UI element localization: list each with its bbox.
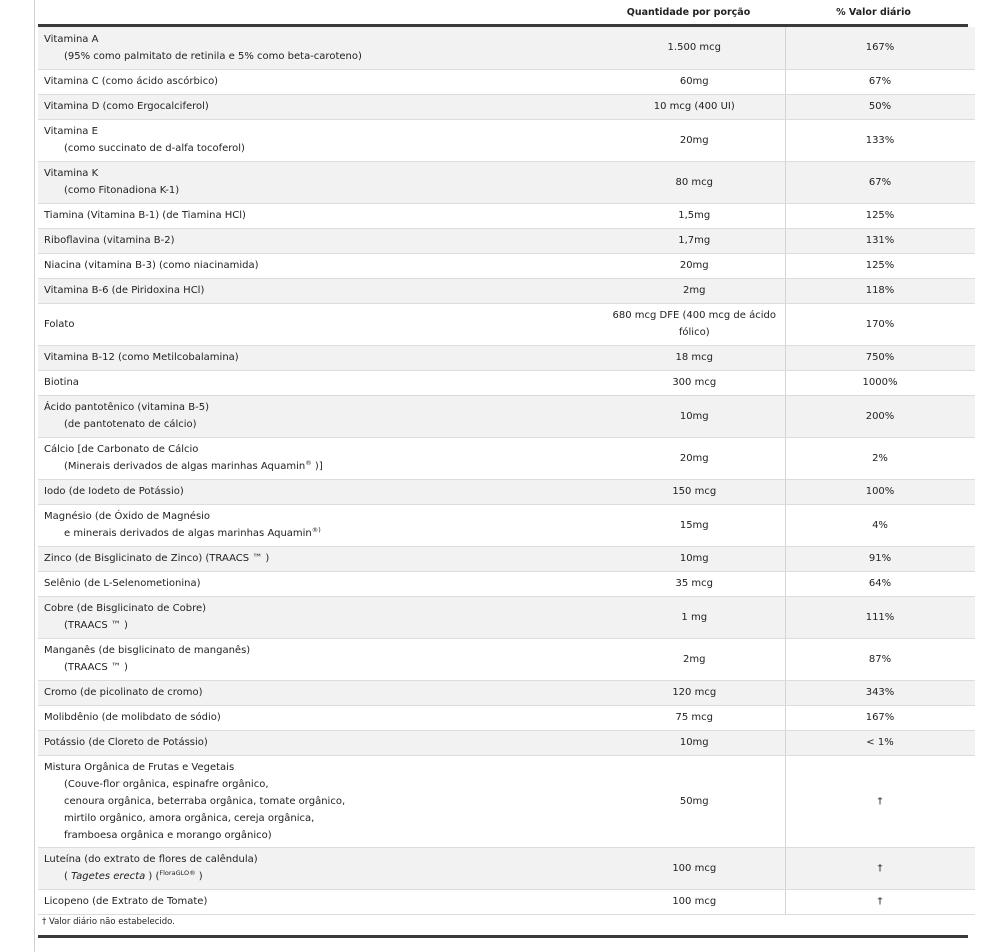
nutrient-name [38, 437, 604, 479]
quantity-cell: 1,5mg [604, 203, 785, 228]
nutrient-label: Zinco (de Bisglicinato de Zinco) (TRAACS ™ ) [44, 553, 270, 564]
nutrient-name [38, 27, 604, 69]
nutrient-detail: (de pantotenato de cálcio) [64, 419, 197, 430]
table-row [38, 638, 975, 680]
nutrient-name [38, 253, 604, 278]
daily-value-cell: 167% [785, 705, 975, 730]
trademark-mark: ®) [311, 526, 321, 534]
trademark-mark: FloraGLO® [159, 869, 196, 877]
daily-value-cell: 91% [785, 546, 975, 571]
quantity-cell: 1.500 mcg [604, 27, 785, 69]
header-daily-value: % Valor diário [836, 6, 911, 18]
table-row [38, 546, 975, 571]
nutrient-detail [44, 525, 604, 542]
nutrient-name [38, 847, 604, 889]
nutrient-name [38, 370, 604, 395]
trademark-mark: ® [305, 459, 312, 467]
daily-value-cell: 170% [785, 303, 975, 345]
nutrient-name [38, 705, 604, 730]
quantity-cell: 80 mcg [604, 161, 785, 203]
nutrient-name [38, 504, 604, 546]
daily-value-cell: 750% [785, 345, 975, 370]
daily-value-cell: 343% [785, 680, 975, 705]
nutrient-name [38, 638, 604, 680]
table-row [38, 395, 975, 437]
nutrient-label: Tiamina (Vitamina B-1) (de Tiamina HCl) [44, 210, 246, 221]
table-row [38, 504, 975, 546]
nutrient-text-suffix: ) [195, 871, 203, 882]
table-row [38, 847, 975, 889]
daily-value-cell: 67% [785, 161, 975, 203]
quantity-cell: 10 mcg (400 UI) [604, 94, 785, 119]
daily-value-cell: 64% [785, 571, 975, 596]
daily-value-cell: 4% [785, 504, 975, 546]
quantity-cell: 20mg [604, 253, 785, 278]
nutrient-name [38, 345, 604, 370]
quantity-cell: 20mg [604, 437, 785, 479]
daily-value-cell: 100% [785, 479, 975, 504]
table-row [38, 596, 975, 638]
table-row [38, 345, 975, 370]
daily-value-cell: 133% [785, 119, 975, 161]
table-row [38, 370, 975, 395]
table-row [38, 755, 975, 847]
quantity-cell: 50mg [604, 755, 785, 847]
nutrient-detail [44, 458, 604, 475]
nutrient-detail: (95% como palmitato de retinila e 5% como beta-caroteno) [64, 50, 362, 62]
nutrient-detail: (Couve-flor orgânica, espinafre orgânico, [64, 778, 269, 790]
daily-value-cell: † [785, 889, 975, 914]
nutrient-label: Cálcio [de Carbonato de Cálcio [44, 444, 199, 455]
nutrient-name [38, 161, 604, 203]
nutrient-name [38, 228, 604, 253]
nutrient-text: e minerais derivados de algas marinhas Aquamin [64, 528, 312, 539]
nutrient-text: ( Tagetes erecta ) ( [64, 871, 160, 882]
nutrient-table [38, 27, 975, 915]
table-row [38, 161, 975, 203]
nutrient-label: Selênio (de L-Selenometionina) [44, 578, 201, 589]
nutrient-label: Cobre (de Bisglicinato de Cobre) [44, 603, 207, 614]
quantity-cell: 60mg [604, 69, 785, 94]
header-quantity: Quantidade por porção [626, 6, 751, 18]
nutrient-label: Molibdênio (de molibdato de sódio) [44, 712, 221, 723]
quantity-cell: 10mg [604, 546, 785, 571]
table-row [38, 730, 975, 755]
table-row [38, 253, 975, 278]
nutrient-name [38, 680, 604, 705]
nutrient-text: (Minerais derivados de algas marinhas Aquamin [64, 461, 306, 472]
daily-value-cell: † [785, 755, 975, 847]
footnote: † Valor diário não estabelecido. [42, 917, 175, 927]
nutrient-label: Cromo (de picolinato de cromo) [44, 687, 203, 698]
nutrient-label: Manganês (de bisglicinato de manganês) [44, 645, 251, 656]
table-row [38, 437, 975, 479]
bottom-rule [38, 935, 968, 938]
daily-value-cell: < 1% [785, 730, 975, 755]
nutrient-name [38, 395, 604, 437]
nutrient-label: Luteína (do extrato de flores de calêndula) [44, 854, 258, 865]
nutrient-label: Mistura Orgânica de Frutas e Vegetais [44, 761, 235, 773]
header-ingredient-col [38, 0, 598, 24]
nutrient-name [38, 94, 604, 119]
nutrient-name [38, 69, 604, 94]
daily-value-cell: 67% [785, 69, 975, 94]
nutrient-label: Riboflavina (vitamina B-2) [44, 235, 175, 246]
table-header [38, 0, 968, 24]
daily-value-cell: 111% [785, 596, 975, 638]
quantity-cell: 1 mg [604, 596, 785, 638]
daily-value-cell: 50% [785, 94, 975, 119]
table-row [38, 303, 975, 345]
table-row [38, 119, 975, 161]
nutrient-name [38, 303, 604, 345]
nutrient-label: Vitamina E [44, 126, 98, 137]
nutrient-name [38, 755, 604, 847]
nutrient-detail: (TRAACS ™ ) [64, 620, 128, 631]
daily-value-cell: 125% [785, 203, 975, 228]
quantity-cell: 10mg [604, 730, 785, 755]
daily-value-cell: 2% [785, 437, 975, 479]
nutrient-label: Vitamina D (como Ergocalciferol) [44, 101, 209, 112]
table-row [38, 94, 975, 119]
nutrient-label: Magnésio (de Óxido de Magnésio [44, 511, 211, 522]
quantity-cell: 1,7mg [604, 228, 785, 253]
table-row [38, 203, 975, 228]
quantity-cell: 680 mcg DFE (400 mcg de ácido fólico) [604, 303, 785, 345]
daily-value-cell: 87% [785, 638, 975, 680]
quantity-cell: 300 mcg [604, 370, 785, 395]
quantity-cell: 150 mcg [604, 479, 785, 504]
table-row [38, 889, 975, 914]
table-row [38, 27, 975, 69]
nutrient-detail [44, 868, 604, 885]
nutrient-label: Biotina [44, 377, 79, 388]
nutrient-name [38, 203, 604, 228]
table-row [38, 680, 975, 705]
table-row [38, 228, 975, 253]
nutrient-text-suffix: )] [311, 461, 323, 472]
nutrient-name [38, 278, 604, 303]
nutrient-label: Vitamina B-12 (como Metilcobalamina) [44, 352, 239, 363]
daily-value-cell: 200% [785, 395, 975, 437]
nutrient-detail: mirtilo orgânico, amora orgânica, cereja orgânica, [64, 812, 315, 824]
daily-value-cell: 1000% [785, 370, 975, 395]
quantity-cell: 100 mcg [604, 889, 785, 914]
nutrient-detail: framboesa orgânica e morango orgânico) [64, 829, 272, 841]
nutrient-name [38, 571, 604, 596]
nutrient-detail: (como succinato de d-alfa tocoferol) [64, 143, 245, 154]
table-row [38, 278, 975, 303]
nutrient-label: Folato [44, 318, 75, 330]
nutrient-name [38, 479, 604, 504]
nutrient-label: Vitamina A [44, 33, 99, 45]
left-frame-line [34, 0, 35, 952]
quantity-cell: 2mg [604, 278, 785, 303]
quantity-cell: 120 mcg [604, 680, 785, 705]
nutrient-label: Niacina (vitamina B-3) (como niacinamida) [44, 260, 259, 271]
nutrient-label: Licopeno (de Extrato de Tomate) [44, 896, 208, 907]
quantity-cell: 2mg [604, 638, 785, 680]
nutrient-name [38, 596, 604, 638]
table-row [38, 479, 975, 504]
table-row [38, 705, 975, 730]
nutrient-detail: (como Fitonadiona K-1) [64, 185, 180, 196]
nutrient-name [38, 119, 604, 161]
nutrient-label: Vitamina C (como ácido ascórbico) [44, 76, 219, 87]
quantity-cell: 20mg [604, 119, 785, 161]
nutrient-label: Vitamina B-6 (de Piridoxina HCl) [44, 285, 205, 296]
quantity-cell: 100 mcg [604, 847, 785, 889]
daily-value-cell: 167% [785, 27, 975, 69]
quantity-cell: 18 mcg [604, 345, 785, 370]
daily-value-cell: † [785, 847, 975, 889]
nutrient-name [38, 889, 604, 914]
table-row [38, 571, 975, 596]
nutrient-label: Potássio (de Cloreto de Potássio) [44, 737, 208, 748]
nutrient-detail: (TRAACS ™ ) [64, 662, 128, 673]
nutrient-label: Vitamina K [44, 168, 99, 179]
daily-value-cell: 131% [785, 228, 975, 253]
quantity-cell: 75 mcg [604, 705, 785, 730]
nutrient-detail: cenoura orgânica, beterraba orgânica, tomate orgânico, [64, 795, 346, 807]
nutrient-label: Iodo (de Iodeto de Potássio) [44, 486, 184, 497]
daily-value-cell: 118% [785, 278, 975, 303]
nutrient-name [38, 546, 604, 571]
nutrient-label: Ácido pantotênico (vitamina B-5) [44, 402, 209, 413]
table-row [38, 69, 975, 94]
quantity-cell: 35 mcg [604, 571, 785, 596]
nutrient-name [38, 730, 604, 755]
quantity-cell: 10mg [604, 395, 785, 437]
quantity-cell: 15mg [604, 504, 785, 546]
daily-value-cell: 125% [785, 253, 975, 278]
